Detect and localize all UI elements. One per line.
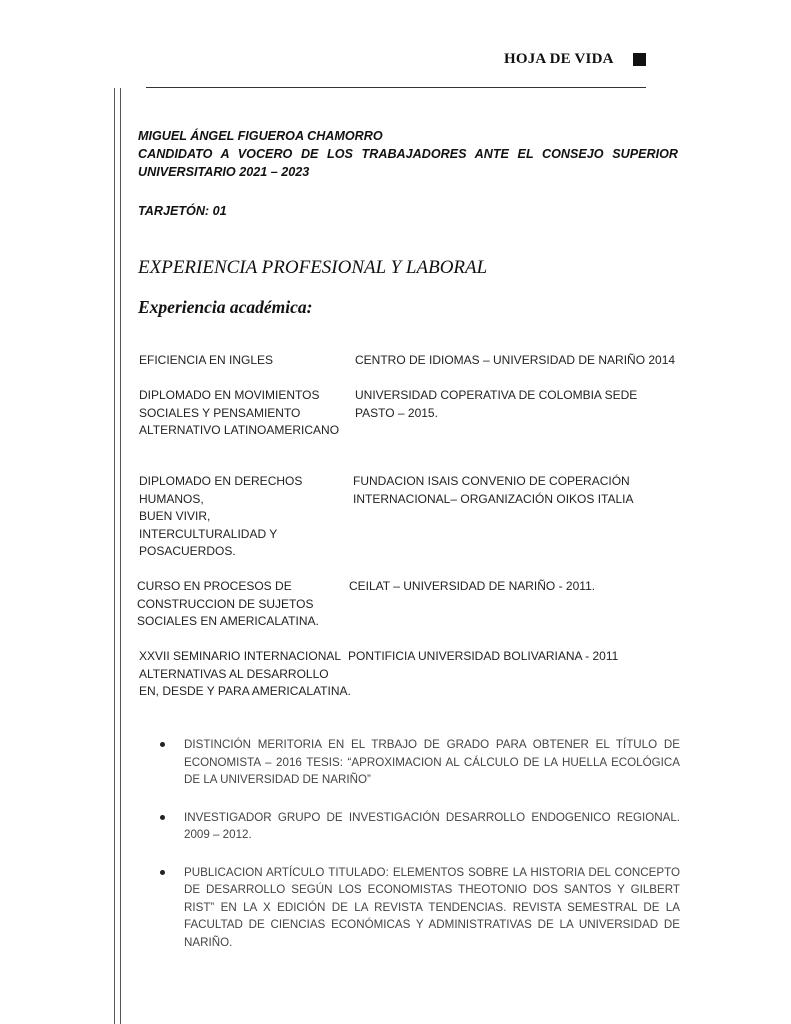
list-item-text: DISTINCIÓN MERITORIA EN EL TRBAJO DE GRADO PARA OBTENER EL TÍTULO DE ECONOMISTA – 2016 TESIS: “APROXIMACION AL CÁLCULO DE LA HUELLA ECOLÓGICA DE LA UNIVERSIDAD DE NARIÑO” [184,738,680,786]
list-item-text: PUBLICACION ARTÍCULO TITULADO: ELEMENTOS SOBRE LA HISTORIA DEL CONCEPTO DE DESARROLLO SEGÚN LOS ECONOMISTAS THEOTONIO DOS SANTOS Y GILBERT RIST” EN LA X EDICIÓN DE LA REVISTA TENDENCIAS. REVISTA SEMESTRAL DE LA FACULTAD DE CIENCIAS ECONÓMICAS Y ADMINISTRATIVAS DE LA UNIVERSIDAD DE NARIÑO. [184,865,680,949]
margin-line-outer [114,88,115,1024]
entry-institution: CEILAT – UNIVERSIDAD DE NARIÑO - 2011. [349,579,596,593]
entry-institution: FUNDACION ISAIS CONVENIO DE COPERACIÓN INTERNACIONAL– ORGANIZACIÓN OIKOS ITALIA [353,474,634,506]
header-title: HOJA DE VIDA [504,51,614,67]
section-title: EXPERIENCIA PROFESIONAL Y LABORAL [138,257,488,278]
entry-institution: UNIVERSIDAD COPERATIVA DE COLOMBIA SEDE PASTO – 2015. [355,388,638,420]
entry-course: EFICIENCIA EN INGLES [139,353,274,367]
subsection-title: Experiencia académica: [138,297,313,317]
candidate-role-line1: CANDIDATO A VOCERO DE LOS TRABAJADORES ANTE EL CONSEJO SUPERIOR [138,147,678,161]
candidate-role-line2: UNIVERSITARIO 2021 – 2023 [138,165,310,179]
entry-course: CURSO EN PROCESOS DE CONSTRUCCION DE SUJETOS SOCIALES EN AMERICALATINA. [137,579,319,628]
tarjeton-number: TARJETÓN: 01 [138,204,227,218]
entry-course: XXVII SEMINARIO INTERNACIONAL ALTERNATIVAS AL DESARROLLO EN, DESDE Y PARA AMERICALATINA. [139,649,351,698]
entry-institution: CENTRO DE IDIOMAS – UNIVERSIDAD DE NARIÑO 2014 [355,353,676,367]
list-item [160,736,680,789]
list-item [160,864,680,952]
entry-course: DIPLOMADO EN DERECHOS HUMANOS, BUEN VIVIR, INTERCULTURALIDAD Y POSACUERDOS. [139,474,303,558]
list-item-text: INVESTIGADOR GRUPO DE INVESTIGACIÓN DESARROLLO ENDOGENICO REGIONAL. 2009 – 2012. [184,810,680,841]
bullet-icon [160,870,165,875]
margin-line-inner [120,88,121,1024]
header-divider [146,87,646,88]
achievements-list [160,736,680,971]
candidate-block [138,127,678,181]
candidate-name: MIGUEL ÁNGEL FIGUEROA CHAMORRO [138,129,383,143]
header-square-icon [633,53,646,66]
bullet-icon [160,815,165,820]
entry-institution: PONTIFICIA UNIVERSIDAD BOLIVARIANA - 2011 [348,649,619,663]
list-item [160,809,680,844]
bullet-icon [160,742,165,747]
entry-course: DIPLOMADO EN MOVIMIENTOS SOCIALES Y PENSAMIENTO ALTERNATIVO LATINOAMERICANO [139,388,340,437]
